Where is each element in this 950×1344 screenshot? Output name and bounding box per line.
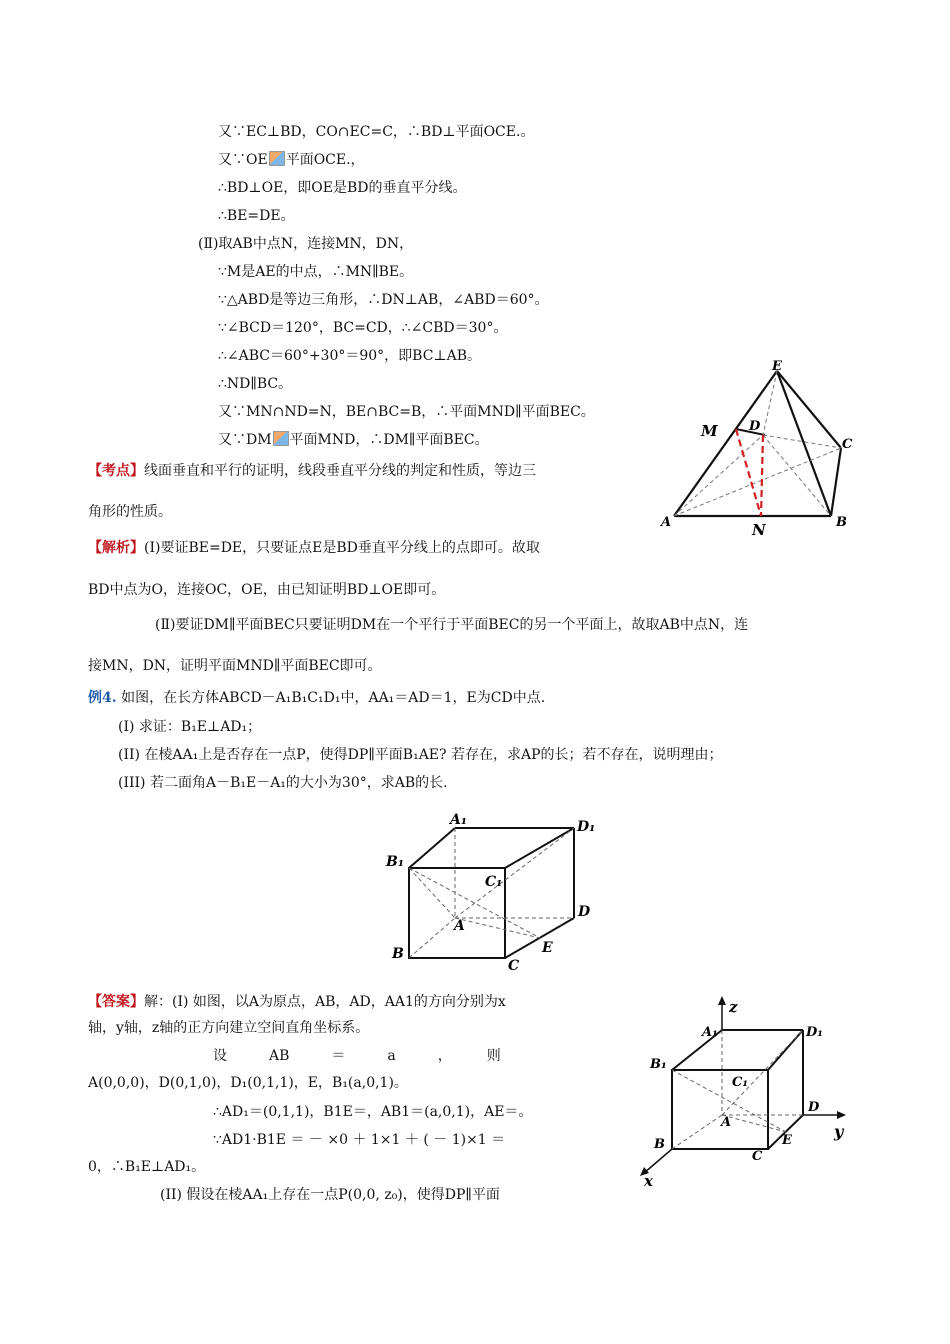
jiexi-tag: 【解析】 [88, 540, 144, 556]
point-label-d: D [749, 419, 761, 434]
example-stem [88, 688, 545, 708]
axis-label-z: z [729, 998, 738, 1016]
vertex-label-c1: C₁ [485, 874, 503, 890]
vertex-label-a1: A₁ [702, 1025, 718, 1040]
point-label-c: C [842, 437, 853, 452]
vertex-label-e: E [782, 1133, 792, 1148]
point-label-n: N [752, 521, 766, 539]
proof-line: 又∵MN∩ND=N，BE∩BC=B，∴平面MND∥平面BEC。 [218, 404, 595, 420]
kaodian-line: 角形的性质。 [88, 504, 172, 520]
proof-line: ∴ND∥BC。 [218, 376, 293, 392]
proof-line: ∴BD⊥OE，即OE是BD的垂直平分线。 [218, 180, 467, 196]
answer-tag: 【答案】 [88, 994, 144, 1010]
coordinate-cuboid-figure [628, 996, 858, 1188]
point-label-b: B [836, 515, 847, 530]
proof-line: 又∵EC⊥BD，CO∩EC=C，∴BD⊥平面OCE.。 [218, 124, 535, 140]
proof-line [218, 150, 365, 170]
proof-line: ∵M是AE的中点，∴MN∥BE。 [218, 264, 414, 280]
proof-line: ∴∠ABC＝60°+30°＝90°，即BC⊥AB。 [218, 348, 482, 364]
point-label-m: M [701, 422, 718, 440]
proof-text: 平面MND，∴DM∥平面BEC。 [289, 432, 489, 448]
jiexi-line: BD中点为O，连接OC，OE，由已知证明BD⊥OE即可。 [88, 582, 446, 598]
vertex-label-e: E [542, 940, 553, 956]
vertex-label-d: D [578, 904, 591, 920]
proof-text: 又∵OE [218, 152, 268, 168]
answer-text: 解：(I) 如图，以A为原点，AB，AD，AA1的方向分别为x [144, 994, 506, 1010]
kaodian-text: 线面垂直和平行的证明，线段垂直平分线的判定和性质，等边三 [144, 463, 536, 479]
answer-line: 轴，y轴，z轴的正方向建立空间直角坐标系。 [88, 1020, 370, 1036]
axis-label-y: y [834, 1122, 844, 1141]
answer-line [88, 992, 506, 1012]
vertex-label-a: A [454, 918, 465, 934]
vertex-label-d: D [808, 1100, 820, 1115]
vertex-label-d1: D₁ [577, 819, 596, 835]
answer-line: 设 AB ＝ a ， 则 [213, 1048, 501, 1064]
proof-line: ∵△ABD是等边三角形，∴DN⊥AB，∠ABD＝60°。 [218, 292, 549, 308]
proof-text: 又∵DM [218, 432, 272, 448]
proof-line: ∵∠BCD＝120°，BC=CD，∴∠CBD＝30°。 [218, 320, 508, 336]
vertex-label-b: B [654, 1137, 665, 1152]
vertex-label-a: A [721, 1115, 732, 1130]
vertex-label-b1: B₁ [650, 1057, 667, 1072]
example-text: 如图，在长方体ABCD－A₁B₁C₁D₁中，AA₁＝AD＝1，E为CD中点. [121, 690, 546, 706]
broken-image-icon [269, 151, 285, 166]
vertex-label-c1: C₁ [732, 1075, 749, 1090]
question-1: (I) 求证：B₁E⊥AD₁； [118, 719, 262, 735]
proof-text: 平面OCE.， [285, 152, 365, 168]
kaodian-tag: 【考点】 [88, 463, 144, 479]
proof-line [218, 430, 489, 450]
jiexi-line: (Ⅱ)要证DM∥平面BEC只要证明DM在一个平行于平面BEC的另一个平面上，故取AB中点N，连 [155, 617, 749, 633]
kaodian-line [88, 461, 536, 481]
answer-line: ∴AD₁＝(0,1,1)，B1E＝，AB1＝(a,0,1)，AE＝。 [213, 1104, 533, 1120]
jiexi-line: 接MN，DN，证明平面MND∥平面BEC即可。 [88, 658, 382, 674]
vertex-label-c: C [752, 1149, 763, 1164]
vertex-label-a1: A₁ [450, 812, 467, 828]
question-3: (III) 若二面角A－B₁E－A₁的大小为30°，求AB的长. [118, 775, 448, 791]
proof-line: (Ⅱ)取AB中点N，连接MN，DN， [198, 236, 414, 252]
vertex-label-b1: B₁ [386, 854, 404, 870]
example-label: 例4. [88, 690, 117, 706]
answer-line: A(0,0,0)，D(0,1,0)，D₁(0,1,1)，E，B₁(a,0,1)。 [88, 1075, 408, 1091]
answer-line: (II) 假设在棱AA₁上存在一点P(0,0, z₀)，使得DP∥平面 [160, 1187, 500, 1203]
broken-image-icon [273, 431, 289, 446]
proof-line: ∴BE=DE。 [218, 208, 295, 224]
vertex-label-b: B [392, 946, 404, 962]
vertex-label-c: C [508, 958, 520, 974]
vertex-label-d1: D₁ [806, 1025, 823, 1040]
pyramid-figure [655, 358, 870, 543]
answer-line: ∵AD1·B1E ＝ － ×0 ＋ 1×1 ＋ ( － 1)×1 ＝ [213, 1132, 506, 1148]
answer-line: 0，∴B₁E⊥AD₁。 [88, 1159, 206, 1175]
jiexi-line [88, 538, 540, 558]
point-label-a: A [661, 515, 672, 530]
jiexi-text: (Ⅰ)要证BE=DE，只要证点E是BD垂直平分线上的点即可。故取 [144, 540, 540, 556]
axis-label-x: x [644, 1172, 653, 1188]
point-label-e: E [772, 359, 782, 374]
cuboid-figure [382, 808, 602, 978]
question-2: (II) 在棱AA₁上是否存在一点P，使得DP∥平面B₁AE? 若存在，求AP的长；若不存在，说明理由； [118, 747, 723, 763]
